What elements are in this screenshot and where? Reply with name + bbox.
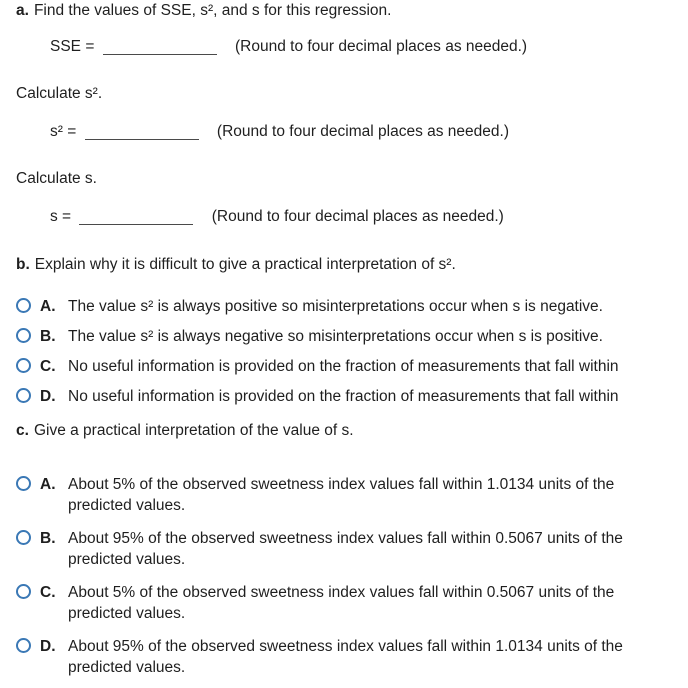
part-b-prompt-text: Explain why it is difficult to give a practical interpretation of s². <box>34 256 456 273</box>
part-b-options <box>16 296 688 407</box>
option-letter: B. <box>40 530 56 547</box>
part-c-prompt-text: Give a practical interpretation of the value of s. <box>33 422 354 439</box>
sse-rounding-hint: (Round to four decimal places as needed.) <box>235 38 528 55</box>
calculate-s-text: Calculate s. <box>16 170 97 187</box>
option-letter: A. <box>40 298 56 315</box>
option-text-line2: predicted values. <box>68 497 186 514</box>
part-b-option-a <box>16 296 688 317</box>
radio-button-b-a[interactable] <box>16 298 31 313</box>
option-letter: C. <box>40 358 56 375</box>
radio-button-c-b[interactable] <box>16 530 31 545</box>
option-text-line1: About 5% of the observed sweetness index values fall within 1.0134 units of the <box>68 476 615 493</box>
option-text <box>68 636 623 678</box>
s2-answer-row <box>50 121 688 142</box>
option-letter: C. <box>40 584 56 601</box>
s-answer-row <box>50 206 688 227</box>
s-label: s = <box>50 208 72 225</box>
option-text-line1: About 95% of the observed sweetness index values fall within 0.5067 units of the <box>68 530 623 547</box>
radio-button-c-a[interactable] <box>16 476 31 491</box>
option-text: The value s² is always positive so misinterpretations occur when s is negative. <box>68 298 603 315</box>
option-text-line1: About 5% of the observed sweetness index values fall within 0.5067 units of the <box>68 584 615 601</box>
part-c-prompt <box>16 421 688 441</box>
part-c-options <box>16 474 688 678</box>
part-a-prompt <box>16 1 688 21</box>
part-b-prompt <box>16 255 688 275</box>
option-letter: A. <box>40 476 56 493</box>
s2-answer-blank[interactable] <box>85 125 199 140</box>
option-letter: D. <box>40 388 56 405</box>
part-c-option-c <box>16 582 688 624</box>
part-a-letter: a. <box>16 2 29 19</box>
part-a-prompt-text: Find the values of SSE, s², and s for this regression. <box>33 2 392 19</box>
s2-rounding-hint: (Round to four decimal places as needed.) <box>216 123 509 140</box>
part-b-option-d <box>16 386 688 407</box>
option-text <box>68 582 614 624</box>
s-rounding-hint: (Round to four decimal places as needed.) <box>211 208 504 225</box>
part-c-option-b <box>16 528 688 570</box>
calculate-s2-text: Calculate s². <box>16 85 103 102</box>
radio-button-b-c[interactable] <box>16 358 31 373</box>
s-answer-blank[interactable] <box>79 210 193 225</box>
radio-button-b-d[interactable] <box>16 388 31 403</box>
part-c-option-a <box>16 474 688 516</box>
option-letter: B. <box>40 328 56 345</box>
part-b-letter: b. <box>16 256 30 273</box>
sse-answer-blank[interactable] <box>103 40 217 55</box>
s2-label: s² = <box>50 123 77 140</box>
option-text: No useful information is provided on the fraction of measurements that fall within <box>68 388 619 405</box>
part-c-option-d <box>16 636 688 678</box>
radio-button-c-c[interactable] <box>16 584 31 599</box>
option-text: No useful information is provided on the fraction of measurements that fall within <box>68 358 619 375</box>
sse-label: SSE = <box>50 38 95 55</box>
option-text-line2: predicted values. <box>68 605 186 622</box>
option-text-line2: predicted values. <box>68 659 186 676</box>
option-text-line2: predicted values. <box>68 551 186 568</box>
option-text-line1: About 95% of the observed sweetness index values fall within 1.0134 units of the <box>68 638 623 655</box>
part-b-option-b <box>16 326 688 347</box>
part-c-letter: c. <box>16 422 29 439</box>
option-text: The value s² is always negative so misinterpretations occur when s is positive. <box>68 328 603 345</box>
part-b-option-c <box>16 356 688 377</box>
radio-button-c-d[interactable] <box>16 638 31 653</box>
radio-button-b-b[interactable] <box>16 328 31 343</box>
option-letter: D. <box>40 638 56 655</box>
option-text <box>68 528 623 570</box>
option-text <box>68 474 614 516</box>
sse-answer-row <box>50 36 688 57</box>
